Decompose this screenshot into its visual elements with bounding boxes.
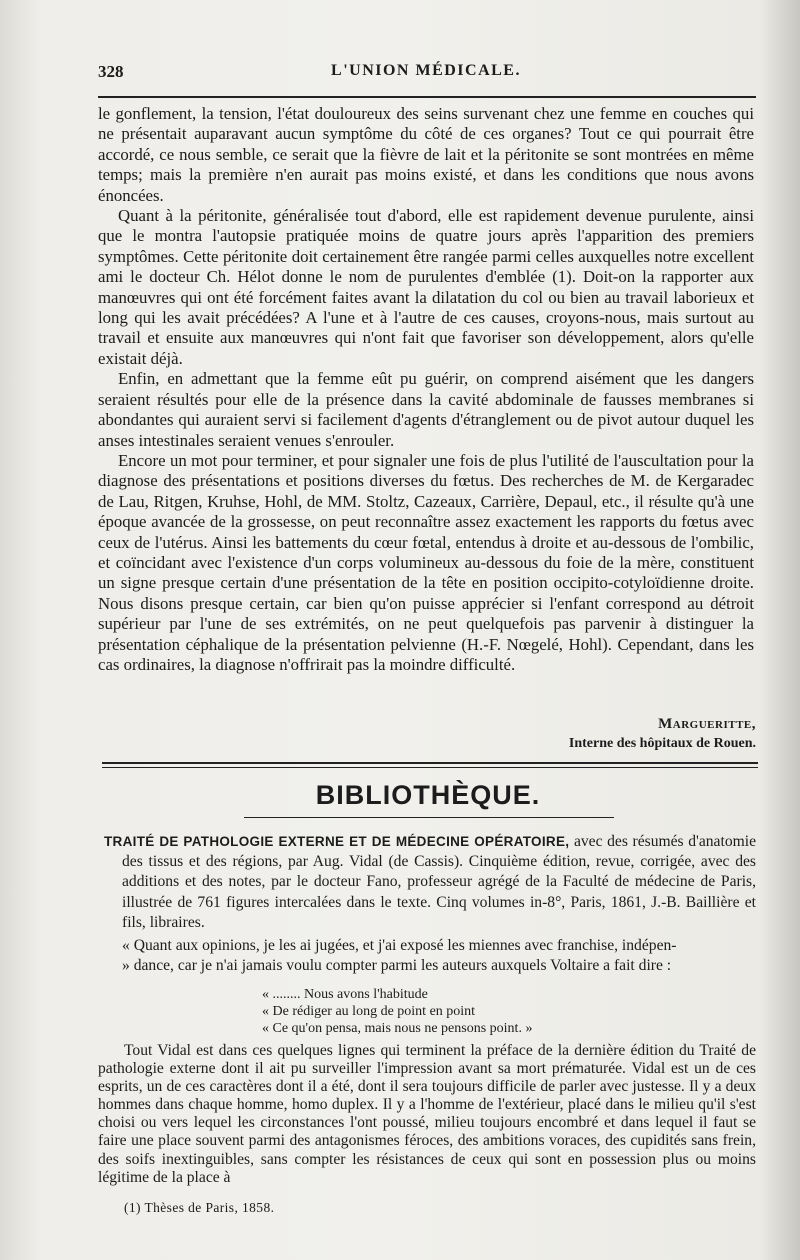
book-title: TRAITÉ DE PATHOLOGIE EXTERNE ET DE MÉDECINE OPÉRATOIRE, <box>104 834 570 849</box>
signature-role: Interne des hôpitaux de Rouen. <box>568 736 756 751</box>
running-head: L'UNION MÉDICALE. <box>331 62 521 79</box>
verse-line: « Ce qu'on pensa, mais nous ne pensons point. » <box>262 1021 533 1036</box>
title-underline <box>244 817 614 818</box>
article-body <box>98 104 754 675</box>
page-edge-shadow <box>760 0 800 1260</box>
article-paragraph: Enfin, en admettant que la femme eût pu guérir, on comprend aisément que les dangers seraient résultés pour elle de la présence dans la cavité abdominale de fausses membranes si abondantes qui auraient servi si facilement d'agents d'étranglement ou de pivot autour duquel les anses intestinales seraient venues s'enrouler. <box>98 369 754 450</box>
quote-line: « Quant aux opinions, je les ai jugées, et j'ai exposé les miennes avec franchise, indépen- <box>122 937 677 954</box>
page-number: 328 <box>98 62 124 81</box>
page-header <box>98 62 754 86</box>
section-divider <box>102 762 758 768</box>
header-rule <box>98 96 756 98</box>
book-details: avec des résumés d'anatomie des tissus et des régions, par Aug. Vidal (de Cassis). Cinquième édition, revue, corrigée, avec des additions et des notes, par le docteur Fano, professeur agrégé de la Faculté de médecine de Paris, illustrée de 761 figures intercalées dans le texte. Cinq volumes in-8°, Paris, 1861, J.-B. Baillière et fils, libraires. <box>122 833 756 931</box>
section-title: BIBLIOTHÈQUE. <box>315 780 541 810</box>
article-paragraph: Quant à la péritonite, généralisée tout d'abord, elle est rapidement devenue purulente, ainsi que le montra l'autopsie pratiquée moins de quatre jours après l'apparition des premiers symptômes. Cette péritonite doit certainement être rangée parmi celles auxquelles notre excellent ami le docteur Ch. Hélot donne le nom de purulentes d'emblée (1). Doit-on la rapporter aux manœuvres qui ont été forcément faites avant la dilatation du col ou bien au travail laborieux et long qui les avait précédées? A l'une et à l'autre de ces causes, croyons-nous, mais surtout au travail et ensuite aux manœuvres qui n'ont fait que favoriser son développement, alors qu'elle existait déjà. <box>98 206 754 368</box>
review-paragraph: Tout Vidal est dans ces quelques lignes qui terminent la préface de la dernière édition du Traité de pathologie externe dont il ait pu surveiller l'impression avant sa mort prématurée. Vidal est un de ces esprits, un de ces caractères dont il a été, dont il sera toujours difficile de parler avec justesse. Il y a deux hommes dans chaque homme, homo duplex. Il y a l'homme de l'extérieur, placé dans le milieu qu'il s'est choisi ou vers lequel les circonstances l'ont poussé, milieu toujours encombré et dans lequel il faut se faire une place souvent parmi des antagonismes féroces, des ambitions voraces, des cupidités sans frein, des soifs inextinguibles, sans compter les résistances de ceux qui sont en possession plus ou moins légitime de la place à <box>98 1042 756 1186</box>
verse-quote <box>262 986 682 1037</box>
signature-name: Margueritte, <box>658 716 756 732</box>
article-paragraph: le gonflement, la tension, l'état douloureux des seins survenant chez une femme en couches qui ne présentait auparavant aucun symptôme du côté de ces organes? Tout ce qui pourrait être accordé, ce nous semble, ce serait que la fièvre de lait et la péritonite se sont montrées en même temps; mais la première n'en aurait pas moins existé, et dans les conditions que nous avons énoncées. <box>98 104 754 205</box>
review-body <box>98 1042 756 1187</box>
verse-line: « ........ Nous avons l'habitude <box>262 987 428 1002</box>
book-entry <box>104 832 756 933</box>
article-paragraph: Encore un mot pour terminer, et pour signaler une fois de plus l'utilité de l'auscultation pour la diagnose des présentations et positions diverses du fœtus. Des recherches de M. de Kergaradec de Lau, Ritgen, Kruhse, Hohl, de MM. Stoltz, Cazeaux, Carrière, Depaul, etc., il résulte qu'à une époque avancée de la grossesse, on peut reconnaître assez exactement les rapports du fœtus avec ceux de l'utérus. Ainsi les battements du cœur fœtal, entendus à droite et au-dessous de l'ombilic, et coïncidant avec l'existence d'un corps volumineux au-dessous du foie de la mère, constituent un signe presque certain d'une présentation de la tête en position occipito-cotyloïdienne droite. Nous disons presque certain, car bien qu'on puisse apprécier si l'enfant correspond au détroit supérieur par l'une de ses extrémités, on ne peut quelquefois pas parvenir à distinguer la présentation céphalique de la présentation pelvienne (H.-F. Nœgelé, Hohl). Cependant, dans les cas ordinaires, la diagnose n'offrirait pas la moindre difficulté. <box>98 450 754 674</box>
author-quote <box>104 936 756 976</box>
quote-line: » dance, car je n'ai jamais voulu compter parmi les auteurs auxquels Voltaire a fait dire : <box>122 957 672 975</box>
signature <box>500 714 756 754</box>
verse-line: « De rédiger au long de point en point <box>262 1004 476 1019</box>
footnote: (1) Thèses de Paris, 1858. <box>124 1200 275 1215</box>
